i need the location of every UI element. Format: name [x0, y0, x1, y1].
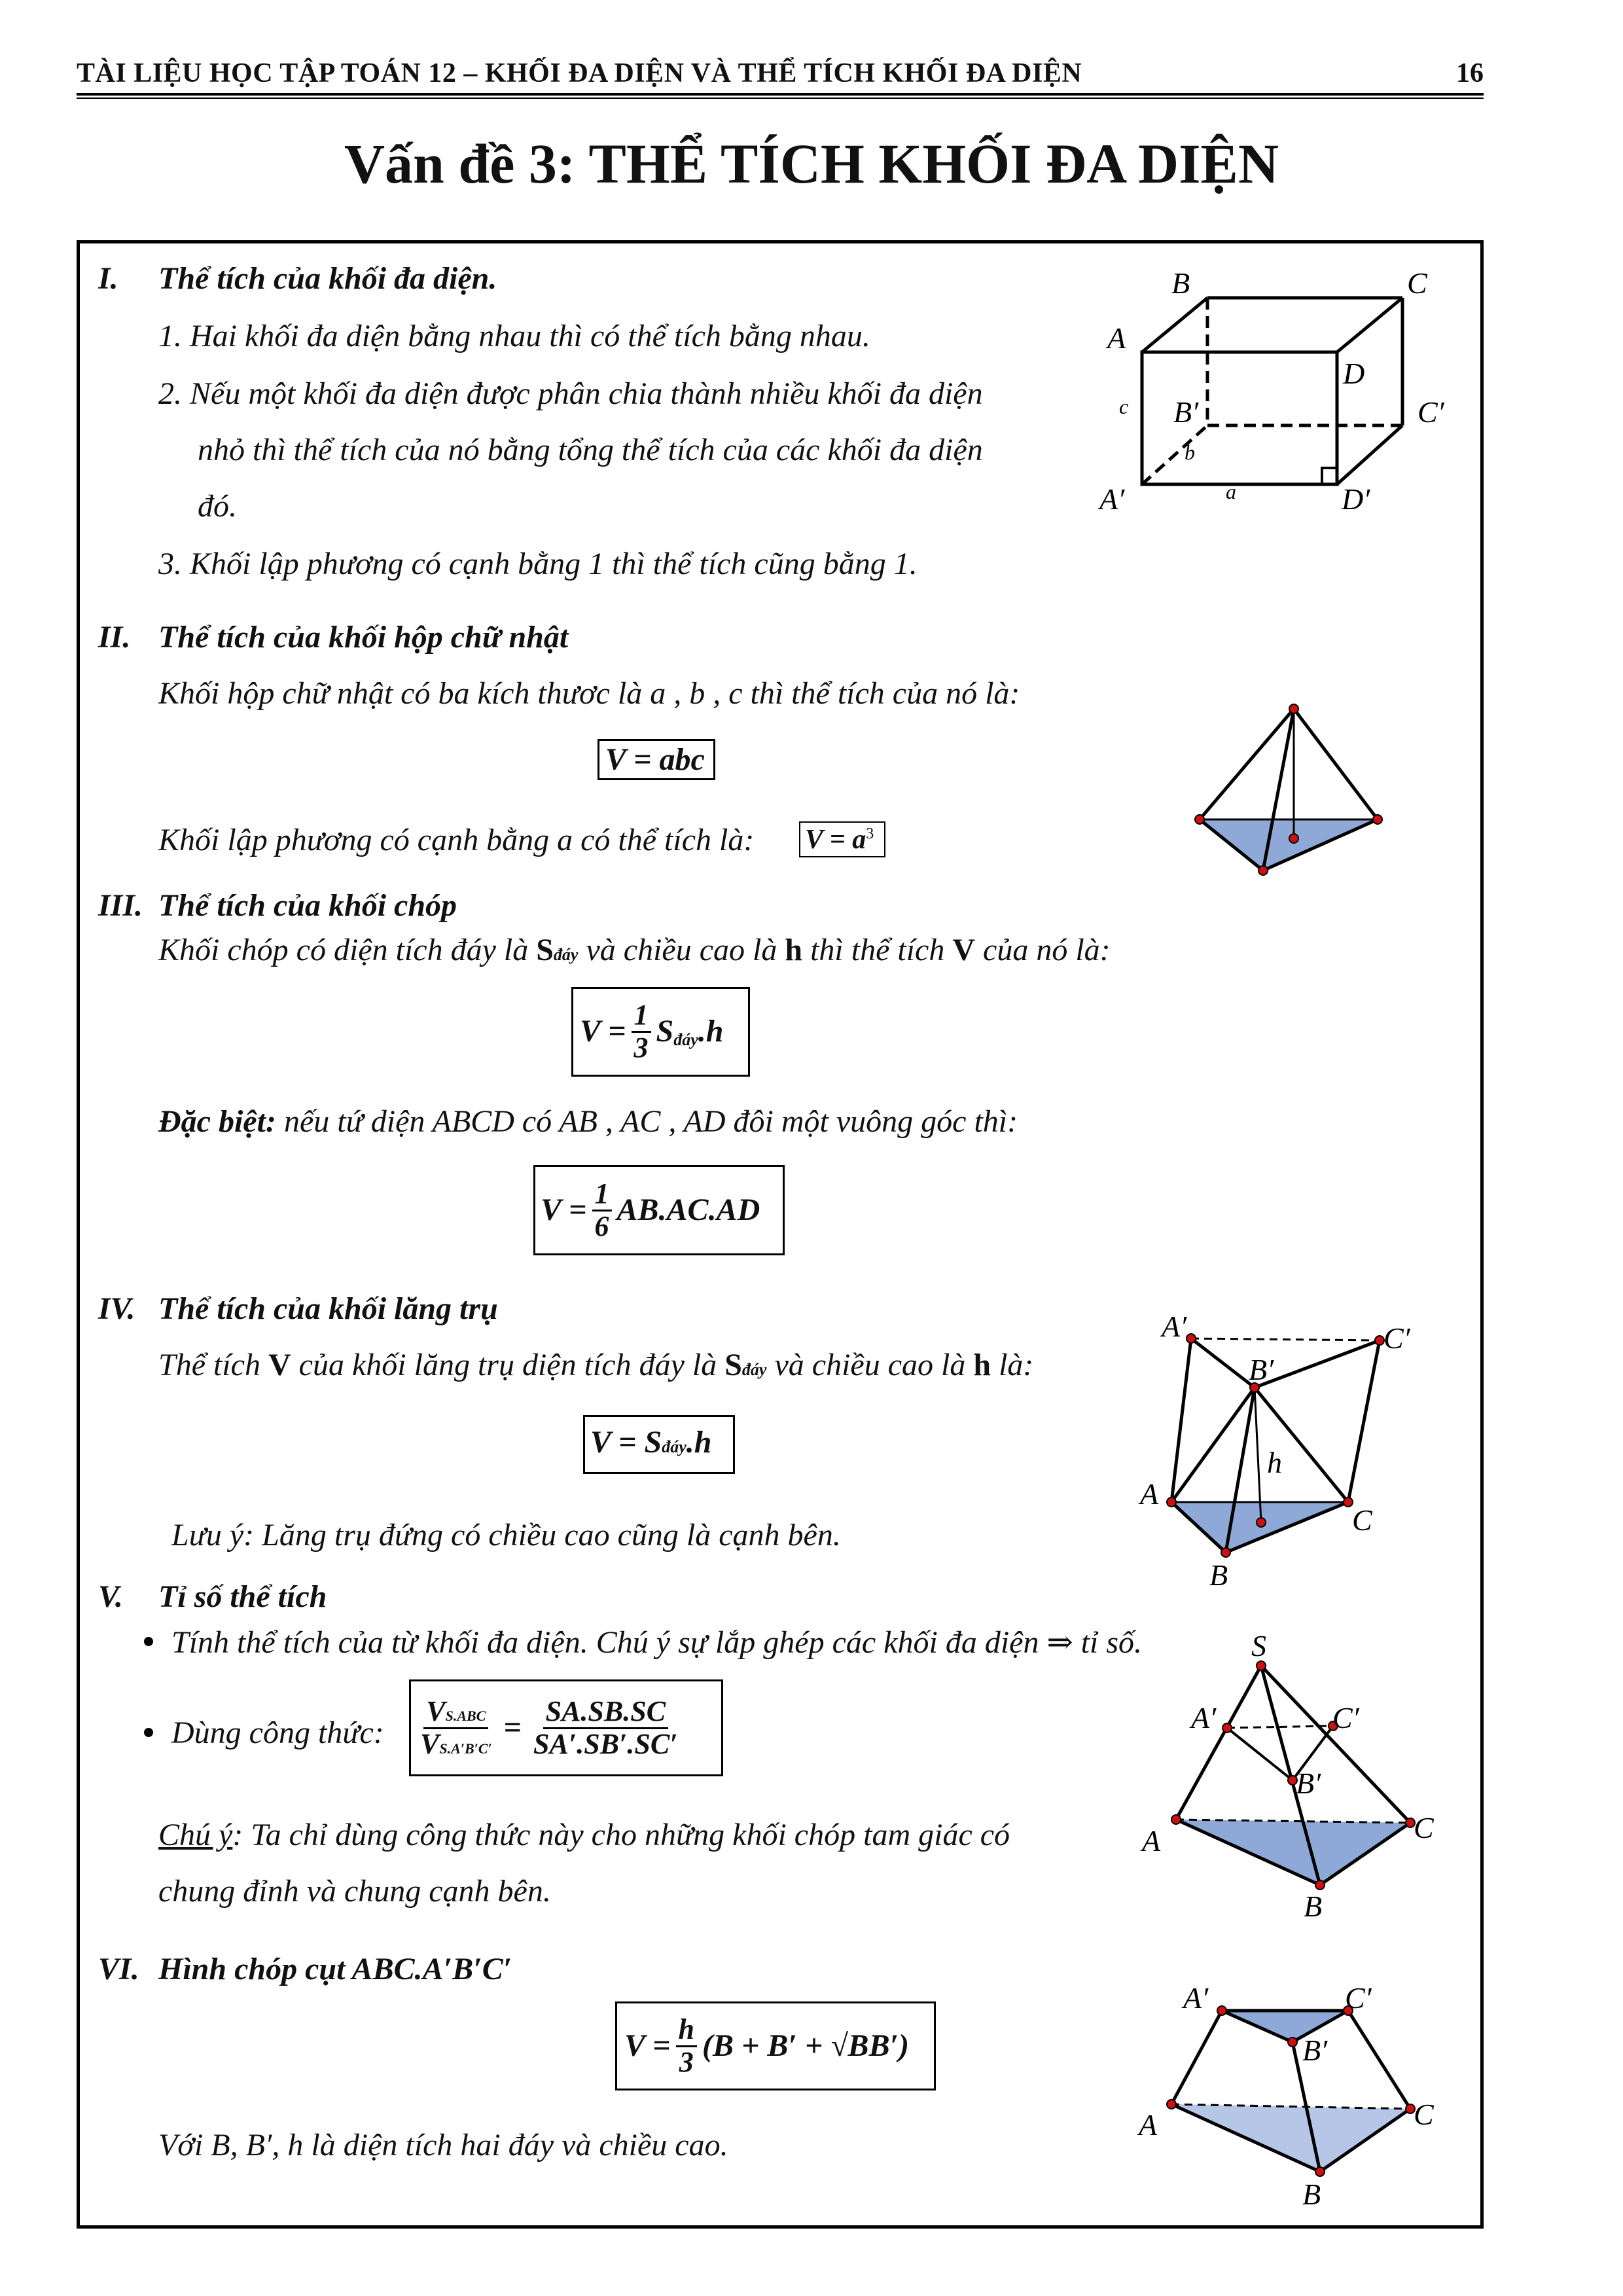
label-A: A: [1140, 1477, 1159, 1511]
label-C: C: [1352, 1503, 1372, 1537]
text-part: và chiều cao là: [578, 933, 785, 967]
label-b: b: [1185, 440, 1195, 464]
text-S-sub: đáy: [553, 945, 579, 964]
label-B: B: [1209, 1558, 1228, 1592]
formula-rest: (B + B′ + √BB′): [702, 2028, 910, 2063]
fraction-numerator: 1: [632, 1000, 651, 1032]
formula-S-sub: đáy: [662, 1437, 687, 1456]
text-part: Thể tích: [158, 1348, 268, 1382]
page-number: 16: [1456, 58, 1484, 88]
ratio-V: V: [420, 1727, 440, 1760]
formula-cube-base: V = a: [805, 825, 866, 855]
fraction-denominator: 3: [633, 1031, 649, 1064]
label-D: D: [1343, 357, 1365, 390]
section-4-number: IV.: [98, 1291, 135, 1326]
point: [1217, 2006, 1226, 2015]
fraction-numerator: h: [676, 2015, 697, 2047]
label-Ap: A′: [1162, 1310, 1187, 1343]
formula-h: .h: [686, 1425, 712, 1460]
text-part: và chiều cao là: [766, 1348, 974, 1382]
label-S: S: [1251, 1629, 1266, 1662]
text-S: S: [536, 933, 554, 967]
label-Bp: B′: [1302, 2034, 1328, 2067]
label-C: C: [1414, 2098, 1434, 2131]
label-a: a: [1226, 480, 1236, 503]
label-C: C: [1414, 1811, 1434, 1844]
text-V: V: [268, 1348, 291, 1382]
formula-V: V =: [624, 2028, 671, 2063]
label-Ap: A′: [1183, 1981, 1209, 2015]
fraction-denominator: 3: [679, 2045, 694, 2078]
ratio-sub: S.ABC: [445, 1708, 486, 1725]
section-6-text: Với B, B′, h là diện tích hai đáy và chiều cao.: [158, 2128, 728, 2162]
label-Ap: A′: [1191, 1701, 1217, 1734]
text-h: h: [973, 1348, 991, 1382]
text-S-sub: đáy: [741, 1360, 767, 1379]
label-A: A: [1107, 321, 1126, 355]
formula-rest: AB.AC.AD: [616, 1193, 760, 1227]
text-V: V: [952, 933, 976, 967]
text-S: S: [724, 1348, 742, 1382]
label-Dp: D′: [1342, 482, 1370, 516]
section-1-item-2-line-1: 2. Nếu một khối đa diện được phân chia thành nhiều khối đa diện: [158, 376, 983, 411]
frustum-base-fill: [1171, 2104, 1410, 2172]
section-6-heading: Hình chóp cụt ABC.A′B′C′: [158, 1952, 512, 1986]
label-c: c: [1119, 395, 1129, 418]
label-Bp: B′: [1173, 395, 1199, 429]
section-2-text: Khối hộp chữ nhật có ba kích thươc là a , b , c thì thể tích của nó là:: [158, 676, 1020, 711]
text-part: thì thể tích: [802, 933, 953, 967]
frustum-edge: [1348, 2011, 1410, 2109]
section-3-number: III.: [98, 888, 143, 923]
formula-h: .h: [698, 1014, 724, 1049]
point: [1167, 2100, 1176, 2109]
section-4-note: Lưu ý: Lăng trụ đứng có chiều cao cũng là cạnh bên.: [171, 1518, 841, 1552]
note-text: : Ta chỉ dùng công thức này cho những khối chóp tam giác có: [232, 1818, 1010, 1852]
section-2-number: II.: [98, 620, 131, 655]
ratio-sub: S.A′B′C′: [439, 1740, 492, 1757]
frustum-edge: [1171, 2011, 1222, 2104]
text-part: của nó là:: [975, 933, 1111, 967]
note-label: Chú ý: [158, 1818, 233, 1852]
page-title: Vấn đề 3: THỂ TÍCH KHỐI ĐA DIỆN: [344, 132, 1279, 195]
ratio-equals: =: [503, 1710, 522, 1745]
section-1-number: I.: [98, 261, 118, 296]
formula-S: S: [656, 1014, 674, 1049]
text-part: là:: [991, 1348, 1034, 1382]
formula-V: V =: [580, 1014, 626, 1049]
label-h: h: [1267, 1446, 1282, 1479]
section-1-item-2-line-2: nhỏ thì thể tích của nó bằng tổng thể tích của các khối đa diện: [198, 433, 983, 467]
label-C: C: [1407, 266, 1427, 300]
text-part: Khối chóp có diện tích đáy là: [158, 933, 537, 967]
section-5-bullet-2: Dùng công thức:: [171, 1715, 384, 1750]
ratio-right-denominator: SA′.SB′.SC′: [533, 1727, 678, 1760]
header-title: TÀI LIỆU HỌC TẬP TOÁN 12 – KHỐI ĐA DIỆN VÀ THỂ TÍCH KHỐI ĐA DIỆN: [77, 58, 1082, 88]
section-5-bullet-1: Tính thể tích của từ khối đa diện. Chú ý sự lắp ghép các khối đa diện ⇒ tỉ số.: [171, 1625, 1143, 1660]
label-Bp: B′: [1249, 1353, 1274, 1386]
section-6-number: VI.: [98, 1952, 139, 1986]
label-A: A: [1142, 1824, 1161, 1857]
special-text: nếu tứ diện ABCD có AB , AC , AD đôi một vuông góc thì:: [276, 1104, 1018, 1139]
formula-V-S: V = S: [590, 1425, 662, 1460]
label-B: B: [1304, 1890, 1323, 1923]
section-2-text-2: Khối lập phương có cạnh bằng a có thể tích là:: [158, 823, 755, 857]
label-Cp: C′: [1332, 1701, 1359, 1734]
section-5-note-line-2: chung đỉnh và chung cạnh bên.: [158, 1874, 551, 1909]
section-1-item-1: 1. Hai khối đa diện bằng nhau thì có thể tích bằng nhau.: [158, 319, 870, 353]
ratio-V: V: [426, 1695, 446, 1728]
formula-cuboid: V = abc: [605, 742, 705, 777]
label-Bp: B′: [1296, 1767, 1321, 1800]
label-B: B: [1171, 266, 1190, 300]
section-3-heading: Thể tích của khối chóp: [158, 888, 457, 923]
section-1-item-3: 3. Khối lập phương có cạnh bằng 1 thì thể tích cũng bằng 1.: [158, 547, 918, 581]
label-Cp: C′: [1345, 1981, 1372, 2015]
label-Cp: C′: [1383, 1321, 1410, 1355]
text-h: h: [785, 933, 803, 967]
formula-V: V =: [541, 1193, 587, 1227]
formula-S-sub: đáy: [673, 1030, 698, 1049]
point: [1315, 2167, 1325, 2176]
section-1-heading: Thể tích của khối đa diện.: [158, 261, 497, 296]
section-1-item-2-line-3: đó.: [198, 489, 237, 524]
label-Cp: C′: [1418, 395, 1444, 429]
fraction-denominator: 6: [594, 1210, 609, 1242]
label-A: A: [1139, 2108, 1158, 2142]
label-B: B: [1302, 2178, 1321, 2211]
section-2-heading: Thể tích của khối hộp chữ nhật: [158, 620, 569, 655]
label-Ap: A′: [1099, 482, 1125, 516]
section-5-heading: Tỉ số thể tích: [158, 1579, 327, 1614]
point: [1288, 2037, 1297, 2047]
fraction-numerator: 1: [592, 1179, 612, 1211]
special-label: Đặc biệt:: [158, 1104, 276, 1139]
ratio-right-numerator: SA.SB.SC: [543, 1696, 668, 1729]
text-part: của khối lăng trụ diện tích đáy là: [291, 1348, 725, 1382]
section-4-heading: Thể tích của khối lăng trụ: [158, 1291, 498, 1326]
formula-cube-exponent: 3: [866, 825, 874, 842]
section-5-number: V.: [98, 1579, 123, 1614]
